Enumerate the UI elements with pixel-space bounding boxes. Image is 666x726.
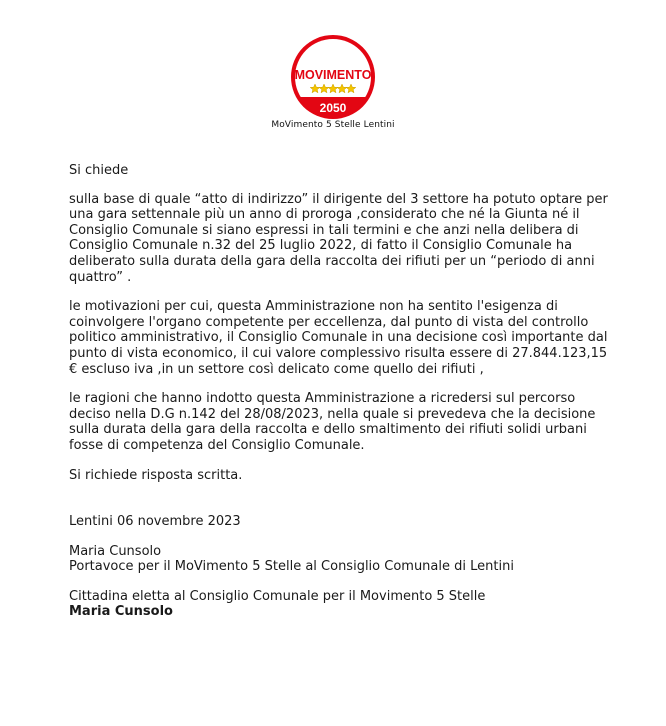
movimento-logo (289, 34, 377, 120)
intro-text: Si chiede (69, 163, 129, 178)
signer-name: Maria Cunsolo (69, 543, 162, 559)
svg-text:2050: 2050 (319, 101, 347, 115)
signature: Maria Cunsolo (69, 604, 173, 620)
letterhead (0, 34, 666, 130)
paragraph-3: le ragioni che hanno indotto questa Amministrazione a ricredersi sul percorso deciso nella D.G n.142 del 28/08/2023, nella quale si prevedeva che la decisione sulla durata della gara della raccolta e dello smaltimento dei rifiuti solidi urbani fosse di competenza del Consiglio Comunale. (69, 391, 596, 453)
paragraph-2: le motivazioni per cui, questa Amministrazione non ha sentito l'esigenza di coinvolgere l'organo competente per eccellenza, dal punto di vista del controllo politico amministrativo, il Consiglio Comunale in una decisione così importante dal punto di vista economico, il cui valore complessivo risulta essere di 27.844.123,15 € escluso iva ,in un settore così delicato come quello dei rifiuti , (69, 299, 608, 377)
paragraph-1: sulla base di quale “atto di indirizzo” il dirigente del 3 settore ha potuto optare per una gara settennale più un anno di proroga ,considerato che né la Giunta né il Consiglio Comunale si siano espressi in tali termini e che anzi nella delibera di Consiglio Comunale n.32 del 25 luglio 2022, di fatto il Consiglio Comunale ha deliberato sulla durata della gara della raccolta dei rifiuti per un “periodo di anni quattro” . (69, 191, 608, 285)
svg-text:MOVIMENTO: MOVIMENTO (294, 68, 372, 82)
letter-body (69, 163, 614, 620)
signer-role: Portavoce per il MoVimento 5 Stelle al Consiglio Comunale di Lentini (69, 559, 514, 575)
date-line: Lentini 06 novembre 2023 (69, 514, 241, 530)
request-text: Si richiede risposta scritta. (69, 467, 243, 483)
org-name: MoVimento 5 Stelle Lentini (271, 120, 395, 130)
signer-title: Cittadina eletta al Consiglio Comunale per il Movimento 5 Stelle (69, 588, 486, 604)
